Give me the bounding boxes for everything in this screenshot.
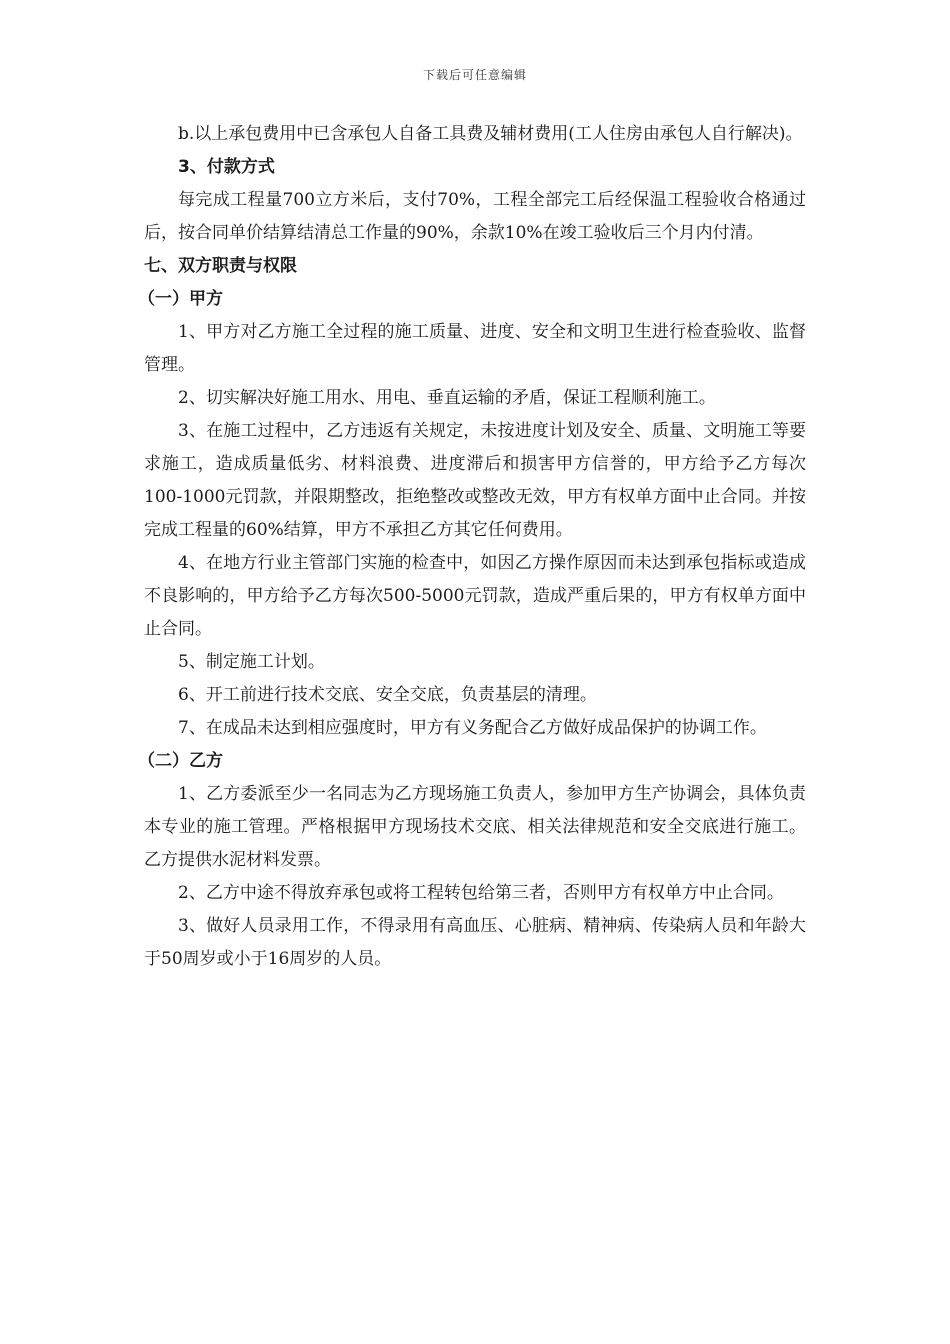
paragraph-payment-terms: 每完成工程量700立方米后，支付70%，工程全部完工后经保温工程验收合格通过后，按合同单价结算结清总工作量的90%，余款10%在竣工验收后三个月内付清。	[144, 190, 806, 243]
paragraph-a-4: 4、在地方行业主管部门实施的检查中，如因乙方操作原因而未达到承包指标或造成不良影响的，甲方给予乙方每次500-5000元罚款，造成严重后果的，甲方有权单方面中止合同。	[144, 553, 806, 639]
heading-payment-method: 3、付款方式	[178, 157, 275, 177]
paragraph-a-1: 1、甲方对乙方施工全过程的施工质量、进度、安全和文明卫生进行检查验收、监督管理。	[144, 322, 806, 375]
heading-party-a: （一）甲方	[138, 289, 223, 309]
paragraph-a-6: 6、开工前进行技术交底、安全交底，负责基层的清理。	[178, 685, 597, 705]
heading-party-b: （二）乙方	[138, 751, 223, 771]
paragraph-b-2: 2、乙方中途不得放弃承包或将工程转包给第三者，否则甲方有权单方中止合同。	[178, 883, 784, 903]
paragraph-a-5: 5、制定施工计划。	[178, 652, 325, 672]
paragraph-b-3: 3、做好人员录用工作，不得录用有高血压、心脏病、精神病、传染病人员和年龄大于50周岁或小于16周岁的人员。	[144, 916, 806, 969]
page-header: 下载后可任意编辑	[422, 68, 527, 82]
paragraph-a-3: 3、在施工过程中，乙方违返有关规定，未按进度计划及安全、质量、文明施工等要求施工，造成质量低劣、材料浪费、进度滞后和损害甲方信誉的，甲方给予乙方每次100-1000元罚款，并限期整改，拒绝整改或整改无效，甲方有权单方面中止合同。并按完成工程量的60%结算，甲方不承担乙方其它任何费用。	[144, 421, 806, 540]
document-body	[138, 118, 806, 976]
paragraph-a-7: 7、在成品未达到相应强度时，甲方有义务配合乙方做好成品保护的协调工作。	[178, 718, 767, 738]
paragraph-b-1: 1、乙方委派至少一名同志为乙方现场施工负责人，参加甲方生产协调会，具体负责本专业的施工管理。严格根据甲方现场技术交底、相关法律规范和安全交底进行施工。乙方提供水泥材料发票。	[144, 784, 806, 870]
paragraph-b-cost-note: b.以上承包费用中已含承包人自备工具费及辅材费用(工人住房由承包人自行解决)。	[178, 124, 803, 144]
paragraph-a-2: 2、切实解决好施工用水、用电、垂直运输的矛盾，保证工程顺利施工。	[178, 388, 716, 408]
heading-section-7: 七、双方职责与权限	[144, 256, 297, 276]
